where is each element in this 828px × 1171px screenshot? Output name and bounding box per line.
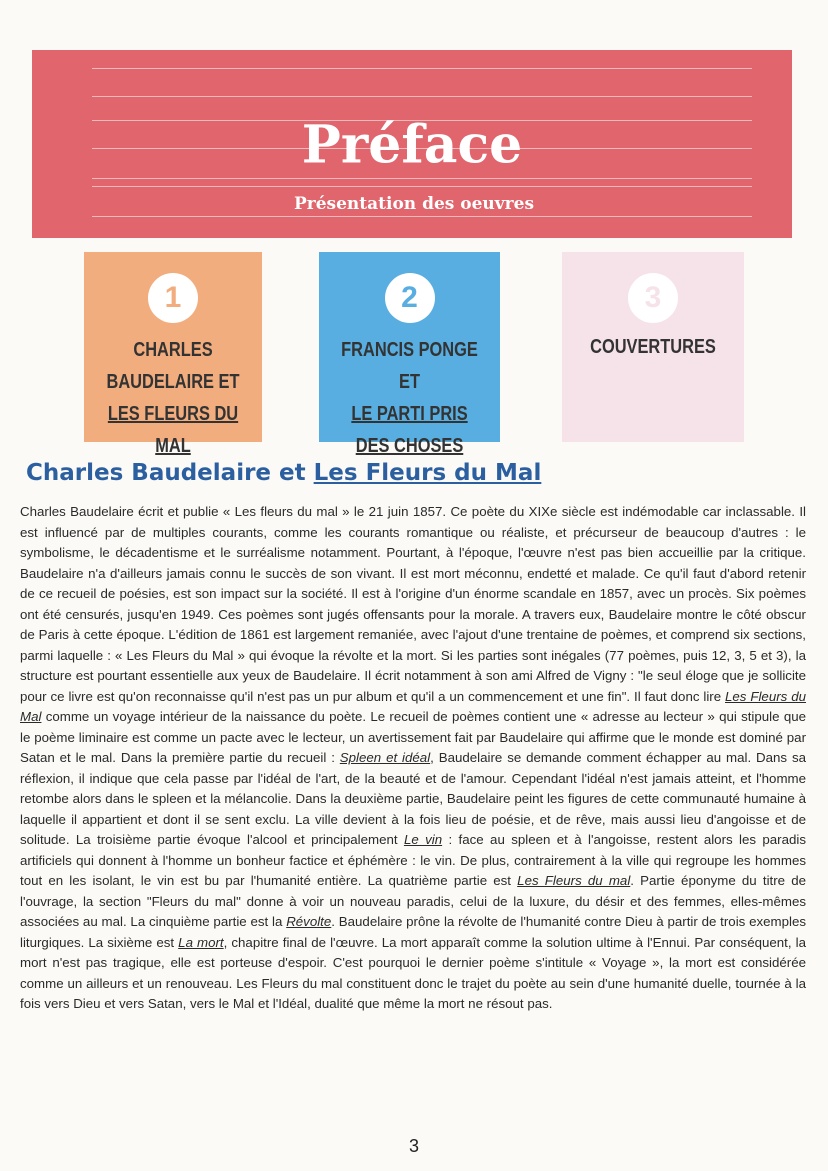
page-number: 3 [408,1136,419,1156]
page-title: Préface [301,114,523,176]
card-label: COUVERTURES [590,336,716,358]
banner-rule [92,186,752,187]
banner-rule [92,96,752,97]
page-subtitle: Présentation des oeuvres [293,194,535,214]
section-heading-link: Les Fleurs du Mal [313,460,542,486]
banner-rule [92,178,752,179]
banner-rule [92,216,752,217]
body-paragraph: Charles Baudelaire écrit et publie « Les fleurs du mal » le 21 juin 1857. Ce poète du XIXe siècle est indémodable car inclassable. Il est influencé par de multiples courants, comme les courants romantique ou réaliste, et précurseur de beaucoup d'autres : le symbolisme, le décadentisme et le surréalisme notamment. Pourtant, à l'époque, l'œuvre n'est pas bien accueillie par la critique. Baudelaire n'a d'ailleurs jamais connu le succès de son vivant. Il est mort méconnu, endetté et malade. Ce qu'il faut d'abord retenir de ce recueil de poésies, est son impact sur la société. Il est à l'origine d'un énorme scandale en 1857, avec un procès. Six poèmes ont été censurés, jusqu'en 1949. Ces poèmes sont jugés offensants pour la morale. A travers eux, Baudelaire montre le côté obscur de Paris à cette époque. L'édition de 1861 est largement remaniée, avec l'ajout d'une trentaine de poèmes, et comprend six sections, parmi laquelle : « Les Fleurs du Mal » qui évoque la révolte et la mort. Si les parties sont inégales (77 poèmes, puis 12, 3, 5 et 3), la structure est pourtant essentielle aux yeux de Baudelaire. Il écrit notamment à son ami Alfred de Vigny : "le seul éloge que je sollicite pour ce livre est qu'on reconnaisse qu'il n'est pas un pur album et qu'il a un commencement et une fin". Il faut donc lire Les Fleurs du Mal comme un voyage intérieur de la naissance du poète. Le recueil de poèmes contient une « adresse au lecteur » qui stipule que le poème liminaire est comme un pacte avec le lecteur, un avertissement fait par Baudelaire qui affirme que le monde est dominé par Satan et le mal. Dans la première partie du recueil : Spleen et idéal, Baudelaire se demande comment échapper au mal. Dans sa réflexion, il indique que cela passe par l'idéal de l'art, de la beauté et de l'amour. Cependant l'idéal n'est jamais atteint, et l'homme retombe alors dans le spleen et la mélancolie. Dans la deuxième partie, Baudelaire peint les figures de cette communauté humaine à laquelle il appartient et dont il se sent exclu. La ville devient à la fois lieu de poésie, et de rêve, mais aussi lieu d'angoisse et de solitude. La troisième partie évoque l'alcool et principalement Le vin : face au spleen et à l'angoisse, restent alors les paradis artificiels qui donnent à l'homme un bonheur factice et éphémère : le vin. De plus, contrairement à la ville qui regroupe les hommes tout en les isolant, le vin est bu par l'humanité entière. La quatrième partie est Les Fleurs du mal. Partie éponyme du titre de l'ouvrage, la section "Fleurs du mal" donne à voir un nouveau paradis, celui de la luxure, du désir et des femmes, elles-mêmes associées au mal. La cinquième partie est la Révolte. Baudelaire prône la révolte de l'humanité contre Dieu à partir de trois exemples liturgiques. La sixième est La mort, chapitre final de l'œuvre. La mort apparaît comme la solution ultime à l'Ennui. Par conséquent, la mort n'est pas tragique, elle est porteuse d'espoir. C'est pourquoi le dernier poème s'intitule « Voyage », la mort est considérée comme un ailleurs et un renouveau. Les Fleurs du mal constituent donc le trajet du poète au sein d'une humanité duelle, tournée à la fois vers Dieu et vers Satan, vers le Mal et l'Idéal, dualité que même la mort ne résout pas. [20,504,807,1011]
card-ponge[interactable] [319,252,500,457]
card-label: CHARLES BAUDELAIRE ET LES FLEURS DU MAL [106,339,240,457]
card-baudelaire[interactable] [84,252,262,457]
card-number: 2 [385,273,435,323]
section-heading: Charles Baudelaire et Les Fleurs du Mal [26,460,542,486]
card-couvertures[interactable] [562,252,744,442]
banner-rule [92,68,752,69]
card-number: 1 [148,273,198,323]
card-number: 3 [628,273,678,323]
card-label: FRANCIS PONGE ET LE PARTI PRIS DES CHOSES [341,339,478,457]
